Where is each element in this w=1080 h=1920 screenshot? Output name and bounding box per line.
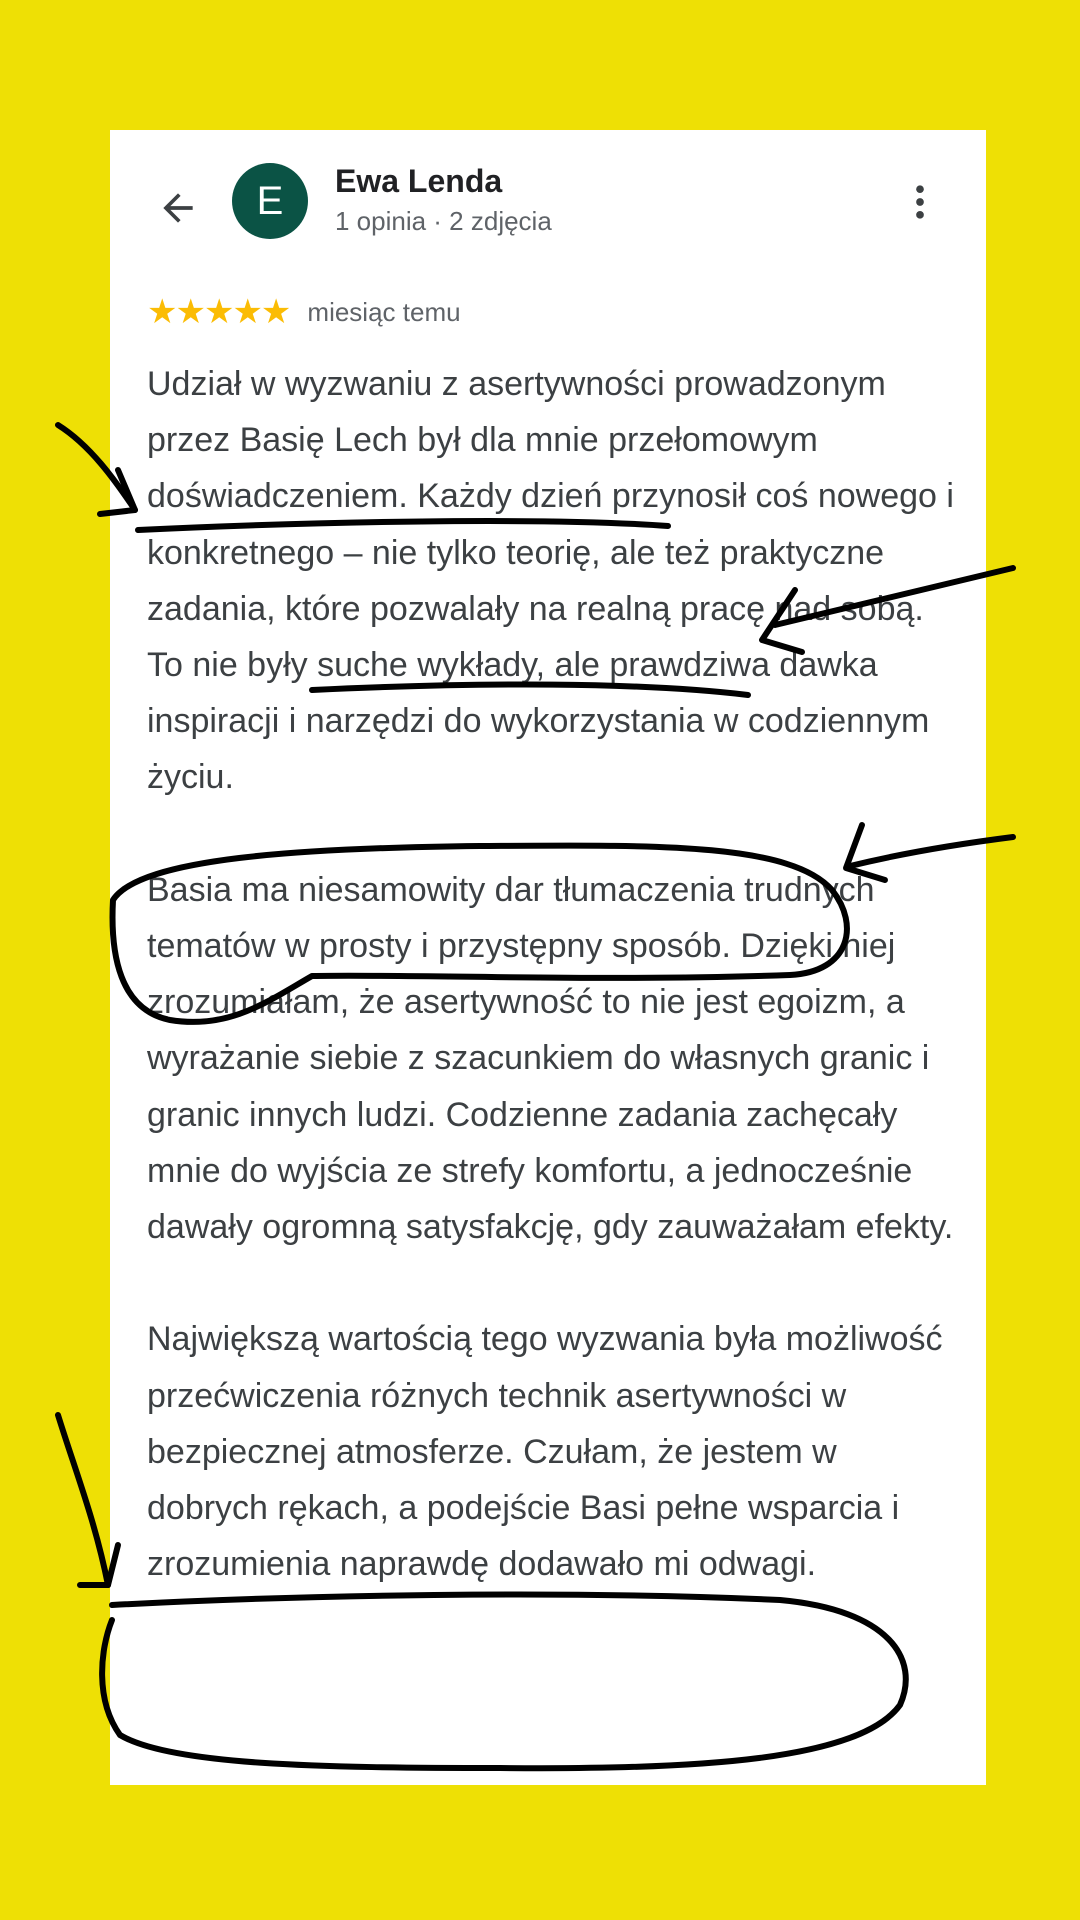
more-options-button[interactable] xyxy=(890,172,950,232)
reviewer-header xyxy=(110,130,986,270)
reviewer-meta: 1 opinia · 2 zdjęcia xyxy=(335,206,552,236)
review-text xyxy=(147,356,967,1649)
star-rating: ★★★★★ xyxy=(147,293,290,331)
review-card xyxy=(110,130,986,1785)
review-paragraph: Basia ma niesamowity dar tłumaczenia trudnych tematów w prosty i przystępny sposób. Dzięki niej zrozumiałam, że asertywność to nie jest egoizm, a wyrażanie siebie z szacunkiem do własnych granic i granic innych ludzi. Codzienne zadania zachęcały mnie do wyjścia ze strefy komfortu, a jednocześnie dawały ogromną satysfakcję, gdy zauważałam efekty. xyxy=(147,870,954,1247)
reviewer-name[interactable]: Ewa Lenda xyxy=(335,163,503,199)
avatar-letter: E xyxy=(256,178,284,223)
rating-row xyxy=(147,292,461,332)
avatar[interactable] xyxy=(232,163,308,239)
arrow-back-icon xyxy=(156,186,200,230)
review-paragraph: Udział w wyzwaniu z asertywności prowadzonym przez Basię Lech był dla mnie przełomowym doświadczeniem. Każdy dzień przynosił coś nowego i konkretnego – nie tylko teorię, ale też praktyczne zadania, które pozwalały na realną pracę nad sobą. To nie były suche wykłady, ale prawdziwa dawka inspiracji i narzędzi do wykorzystania w codziennym życiu. xyxy=(147,365,954,797)
review-time: miesiąc temu xyxy=(307,296,461,327)
annotation-arrow xyxy=(58,1415,108,1585)
more-vert-icon xyxy=(898,180,942,224)
review-paragraph: Największą wartością tego wyzwania była możliwość przećwiczenia różnych technik asertywności w bezpiecznej atmosferze. Czułam, że jestem w dobrych rękach, a podejście Basi pełne wsparcia i zrozumienia naprawdę dodawało mi odwagi. xyxy=(147,1320,943,1584)
back-button[interactable] xyxy=(150,180,206,236)
